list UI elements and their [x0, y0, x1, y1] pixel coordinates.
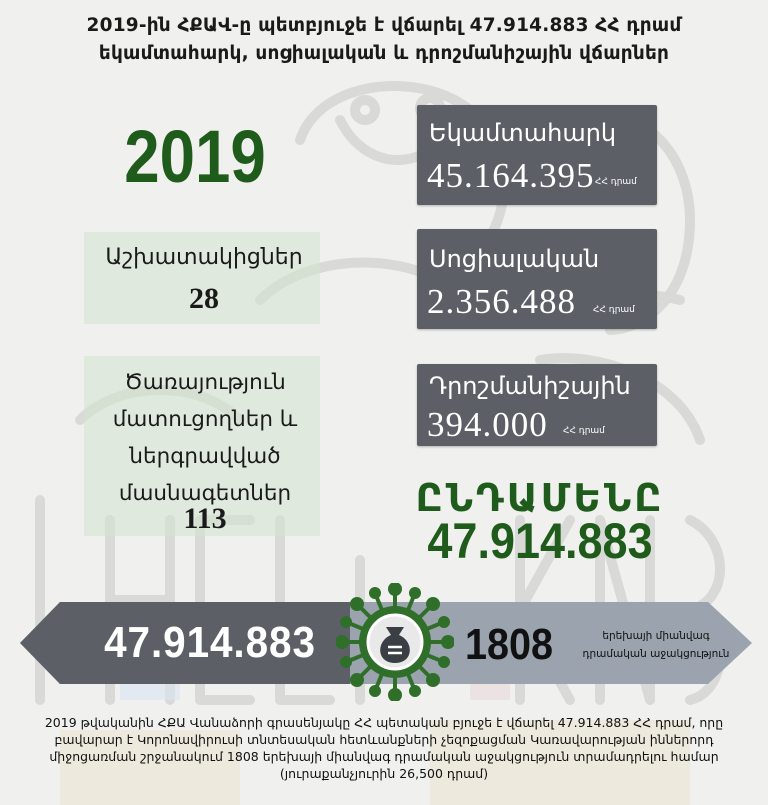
- stamp-duty-label: Դրոշմանիշային: [429, 372, 631, 400]
- stamp-duty-unit: ՀՀ դրամ: [563, 426, 605, 436]
- footer-line-1: 2019 թվականին ՀՔԱ Վանաձորի գրասենյակը ՀՀ պետական բյուջե է վճարել 47.914.883 ՀՀ դրամ, որը: [44, 715, 724, 730]
- social-value: 2.356.488: [427, 282, 576, 321]
- income-tax-value: 45.164.395: [427, 156, 595, 195]
- page-title: [20, 12, 748, 68]
- ribbon-caption-line-1: երեխայի միանվագ: [602, 630, 710, 642]
- staff-count: 28: [189, 282, 219, 315]
- footer-line-3: միջոցառման շրջանակում 1808 երեխայի միանվագ դրամական աջակցություն տրամադրելու համար: [49, 749, 719, 764]
- coronavirus-moneybag-icon: [336, 583, 454, 701]
- footer-note: [12, 714, 756, 782]
- social-label: Սոցիալական: [429, 245, 600, 273]
- ribbon-caption-line-2: դրամական աջակցություն: [582, 648, 730, 660]
- title-line-2: եկամտահարկ, սոցիալական և դրոշմանիշային վճարներ: [98, 43, 670, 64]
- footer-line-2: բավարար է Կորոնավիրուսի տնտեսական հետևանքների չեզոքացման Կառավարության իններորդ: [54, 732, 714, 747]
- total-label: ԸՆԴԱՄԵՆԸ: [415, 476, 665, 520]
- ribbon-caption: [566, 627, 746, 663]
- title-line-1: 2019-ին ՀՔԱՎ-ը պետբյուջե է վճարել 47.914.883 ՀՀ դրամ: [86, 15, 682, 36]
- specialists-label-line-3: ներգրավված: [129, 444, 281, 469]
- staff-label: Աշխատակիցներ: [105, 245, 303, 270]
- social-unit: ՀՀ դրամ: [593, 305, 635, 315]
- specialists-label: [70, 364, 340, 512]
- income-tax-label: Եկամտահարկ: [429, 119, 617, 147]
- specialists-label-line-2: մատուցողներ և: [112, 407, 298, 432]
- income-tax-card: [417, 105, 657, 205]
- income-tax-unit: ՀՀ դրամ: [595, 177, 637, 187]
- social-card: [417, 229, 657, 329]
- specialists-label-line-4: մասնագետներ: [118, 481, 292, 506]
- total-value: 47.914.883: [427, 513, 653, 569]
- specialists-label-line-1: Ծառայություն: [124, 370, 286, 395]
- stamp-duty-value: 394.000: [427, 405, 548, 444]
- stamp-duty-card: [417, 364, 657, 446]
- ribbon-total-value: 47.914.883: [104, 618, 316, 667]
- ribbon-children-count: 1808: [464, 620, 554, 669]
- year-heading: 2019: [124, 115, 266, 198]
- footer-line-4: (յուրաքանչյուրին 26,500 դրամ): [279, 766, 489, 781]
- specialists-count: 113: [183, 502, 227, 535]
